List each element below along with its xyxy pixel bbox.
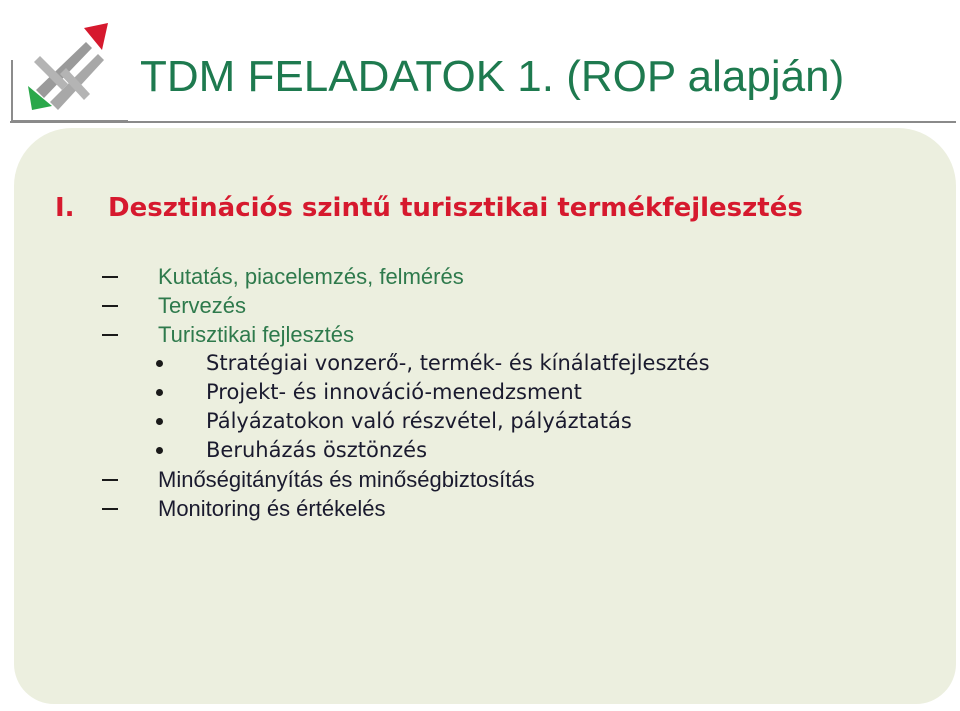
list-item-text: Beruházás ösztönzés	[206, 438, 428, 462]
title-divider	[10, 121, 956, 123]
bullet-marker-icon	[156, 418, 163, 425]
list-item-text: Projekt- és innováció-menedzsment	[206, 380, 582, 404]
section-number: I.	[55, 193, 75, 223]
list-item-text: Monitoring és értékelés	[158, 496, 386, 521]
dash-marker-icon	[102, 305, 118, 307]
list-item-text: Stratégiai vonzerő-, termék- és kínálatfejlesztés	[206, 351, 710, 375]
list-item-text: Pályázatokon való részvétel, pályáztatás	[206, 409, 632, 433]
dash-marker-icon	[102, 334, 118, 336]
dash-marker-icon	[102, 479, 118, 481]
bullet-marker-icon	[156, 389, 163, 396]
list-item-text: Minőségitányítás és minőségbiztosítás	[158, 467, 535, 492]
list-item-text: Kutatás, piacelemzés, felmérés	[158, 264, 464, 289]
section-heading-text: Desztinációs szintű turisztikai termékfejlesztés	[108, 193, 803, 223]
list-item-text: Tervezés	[158, 293, 247, 318]
dash-marker-icon	[102, 508, 118, 510]
bullet-marker-icon	[156, 447, 163, 454]
list-item-text: Turisztikai fejlesztés	[158, 322, 355, 347]
stylized-leaf-logo-icon	[10, 18, 130, 123]
page-title: TDM FELADATOK 1. (ROP alapján)	[140, 52, 845, 101]
bullet-marker-icon	[156, 360, 163, 367]
section-heading	[55, 190, 803, 226]
dash-marker-icon	[102, 276, 118, 278]
